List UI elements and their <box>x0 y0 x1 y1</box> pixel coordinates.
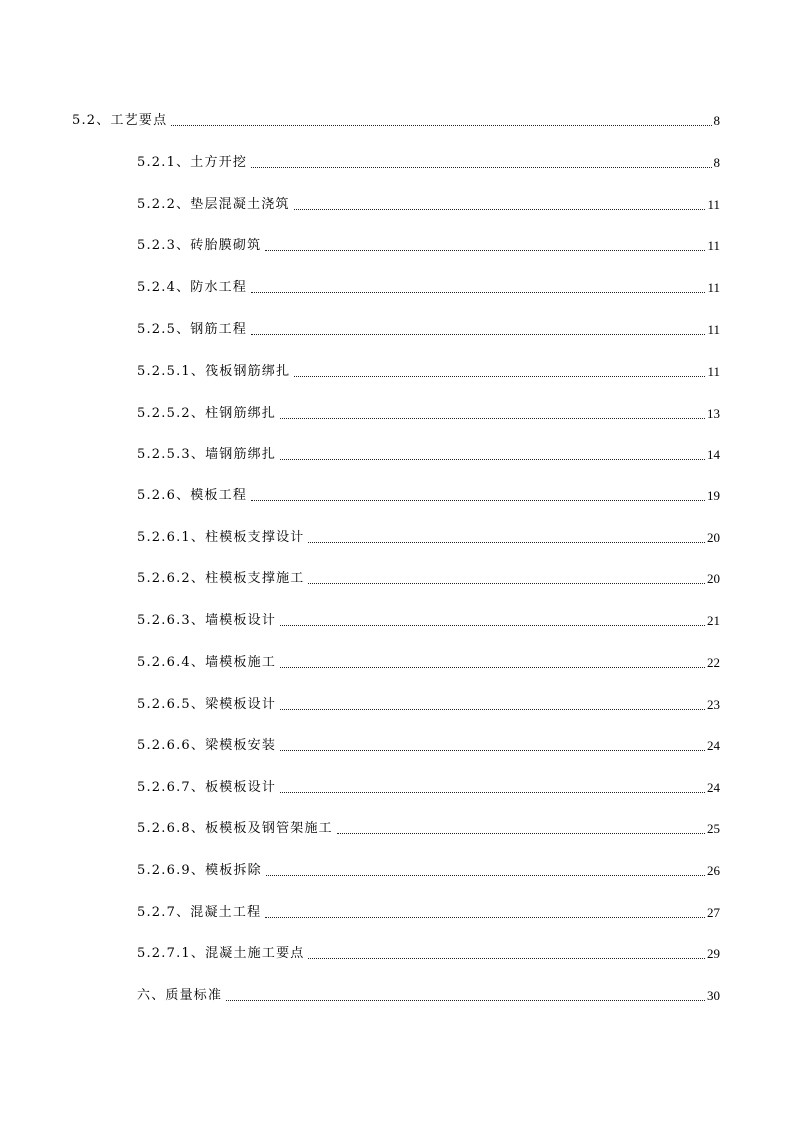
toc-entry-label: 5.2.1、土方开挖 <box>137 155 248 170</box>
toc-entry-page: 14 <box>707 447 720 462</box>
toc-entry-label: 5.2.6.1、柱模板支撑设计 <box>137 530 305 545</box>
toc-leader-dots <box>280 625 705 626</box>
toc-entry-label: 5.2.5.1、筏板钢筋绑扎 <box>137 364 291 379</box>
toc-leader-dots <box>251 292 705 293</box>
toc-entry-page: 30 <box>707 988 720 1003</box>
toc-entry[interactable] <box>137 402 720 422</box>
toc-entry-label: 5.2.6.6、梁模板安装 <box>137 738 277 753</box>
toc-entry-label: 5.2.6.8、板模板及钢管架施工 <box>137 821 333 836</box>
toc-entry[interactable] <box>137 817 720 837</box>
toc-entry-page: 29 <box>707 946 720 961</box>
toc-entry[interactable] <box>137 567 720 587</box>
toc-entry[interactable] <box>137 734 720 754</box>
toc-entry-page: 11 <box>707 364 720 379</box>
toc-entry-page: 11 <box>707 280 720 295</box>
toc-leader-dots <box>265 917 705 918</box>
toc-entry-page: 25 <box>707 821 720 836</box>
toc-entry-label: 5.2.6.7、板模板设计 <box>137 780 277 795</box>
toc-entry-page: 11 <box>707 322 720 337</box>
toc-entry-label: 5.2.3、砖胎膜砌筑 <box>137 238 262 253</box>
toc-entry[interactable] <box>137 360 720 380</box>
toc-entry-label: 5.2.6.4、墙模板施工 <box>137 655 277 670</box>
toc-entry[interactable] <box>72 109 720 129</box>
toc-leader-dots <box>265 250 705 251</box>
toc-entry[interactable] <box>137 609 720 629</box>
toc-leader-dots <box>308 542 705 543</box>
toc-entry-page: 13 <box>707 406 720 421</box>
toc-entry-page: 27 <box>707 905 720 920</box>
toc-entry-label: 5.2.6.2、柱模板支撑施工 <box>137 571 305 586</box>
toc-entry[interactable] <box>137 901 720 921</box>
toc-entry-label: 5.2.7、混凝土工程 <box>137 905 262 920</box>
toc-entry-page: 22 <box>707 655 720 670</box>
toc-leader-dots <box>280 459 705 460</box>
toc-entry[interactable] <box>137 318 720 338</box>
toc-leader-dots <box>280 709 705 710</box>
toc-entry-page: 26 <box>707 863 720 878</box>
toc-entry[interactable] <box>137 234 720 254</box>
toc-leader-dots <box>280 750 705 751</box>
toc-entry-label: 5.2.7.1、混凝土施工要点 <box>137 946 305 961</box>
toc-leader-dots <box>308 583 705 584</box>
toc-entry[interactable] <box>137 193 720 213</box>
toc-entry-label: 六、质量标准 <box>137 988 223 1003</box>
toc-entry[interactable] <box>137 776 720 796</box>
toc-entry-label: 5.2.6.9、模板拆除 <box>137 863 262 878</box>
toc-entry[interactable] <box>137 526 720 546</box>
toc-entry-page: 20 <box>707 530 720 545</box>
toc-entry-label: 5.2.4、防水工程 <box>137 280 248 295</box>
toc-entry-page: 20 <box>707 571 720 586</box>
toc-leader-dots <box>251 334 705 335</box>
toc-entry-label: 5.2.5.3、墙钢筋绑扎 <box>137 447 277 462</box>
toc-entry-page: 24 <box>707 780 720 795</box>
toc-leader-dots <box>294 209 706 210</box>
toc-entry-label: 5.2.5.2、柱钢筋绑扎 <box>137 406 277 421</box>
toc-entry[interactable] <box>137 484 720 504</box>
toc-entry-label: 5.2.2、垫层混凝土浇筑 <box>137 197 290 212</box>
toc-leader-dots <box>337 833 705 834</box>
toc-entry-label: 5.2.6.3、墙模板设计 <box>137 613 277 628</box>
toc-entry-page: 23 <box>707 697 720 712</box>
toc-entry-page: 8 <box>713 113 720 128</box>
toc-leader-dots <box>308 958 705 959</box>
toc-entry-page: 11 <box>707 238 720 253</box>
toc-entry[interactable] <box>137 151 720 171</box>
toc-leader-dots <box>251 167 711 168</box>
toc-leader-dots <box>226 1000 705 1001</box>
toc-leader-dots <box>280 418 705 419</box>
toc-entry[interactable] <box>137 693 720 713</box>
toc-entry-label: 5.2、工艺要点 <box>72 113 168 128</box>
toc-entry-label: 5.2.5、钢筋工程 <box>137 322 248 337</box>
toc-entry-page: 19 <box>707 488 720 503</box>
toc-entry[interactable] <box>137 443 720 463</box>
toc-entry[interactable] <box>137 276 720 296</box>
toc-leader-dots <box>251 500 705 501</box>
toc-leader-dots <box>280 792 705 793</box>
toc-entry-label: 5.2.6、模板工程 <box>137 488 248 503</box>
toc-entry[interactable] <box>137 859 720 879</box>
toc-entry-page: 24 <box>707 738 720 753</box>
toc-leader-dots <box>294 376 705 377</box>
toc-leader-dots <box>280 667 705 668</box>
toc-entry-page: 8 <box>713 155 720 170</box>
toc-leader-dots <box>171 125 711 126</box>
toc-entry[interactable] <box>137 942 720 962</box>
toc-entry[interactable] <box>137 651 720 671</box>
toc-leader-dots <box>266 875 705 876</box>
toc-entry-page: 11 <box>707 197 720 212</box>
toc-entry-label: 5.2.6.5、梁模板设计 <box>137 697 277 712</box>
toc-entry[interactable] <box>137 984 720 1004</box>
toc-entry-page: 21 <box>707 613 720 628</box>
